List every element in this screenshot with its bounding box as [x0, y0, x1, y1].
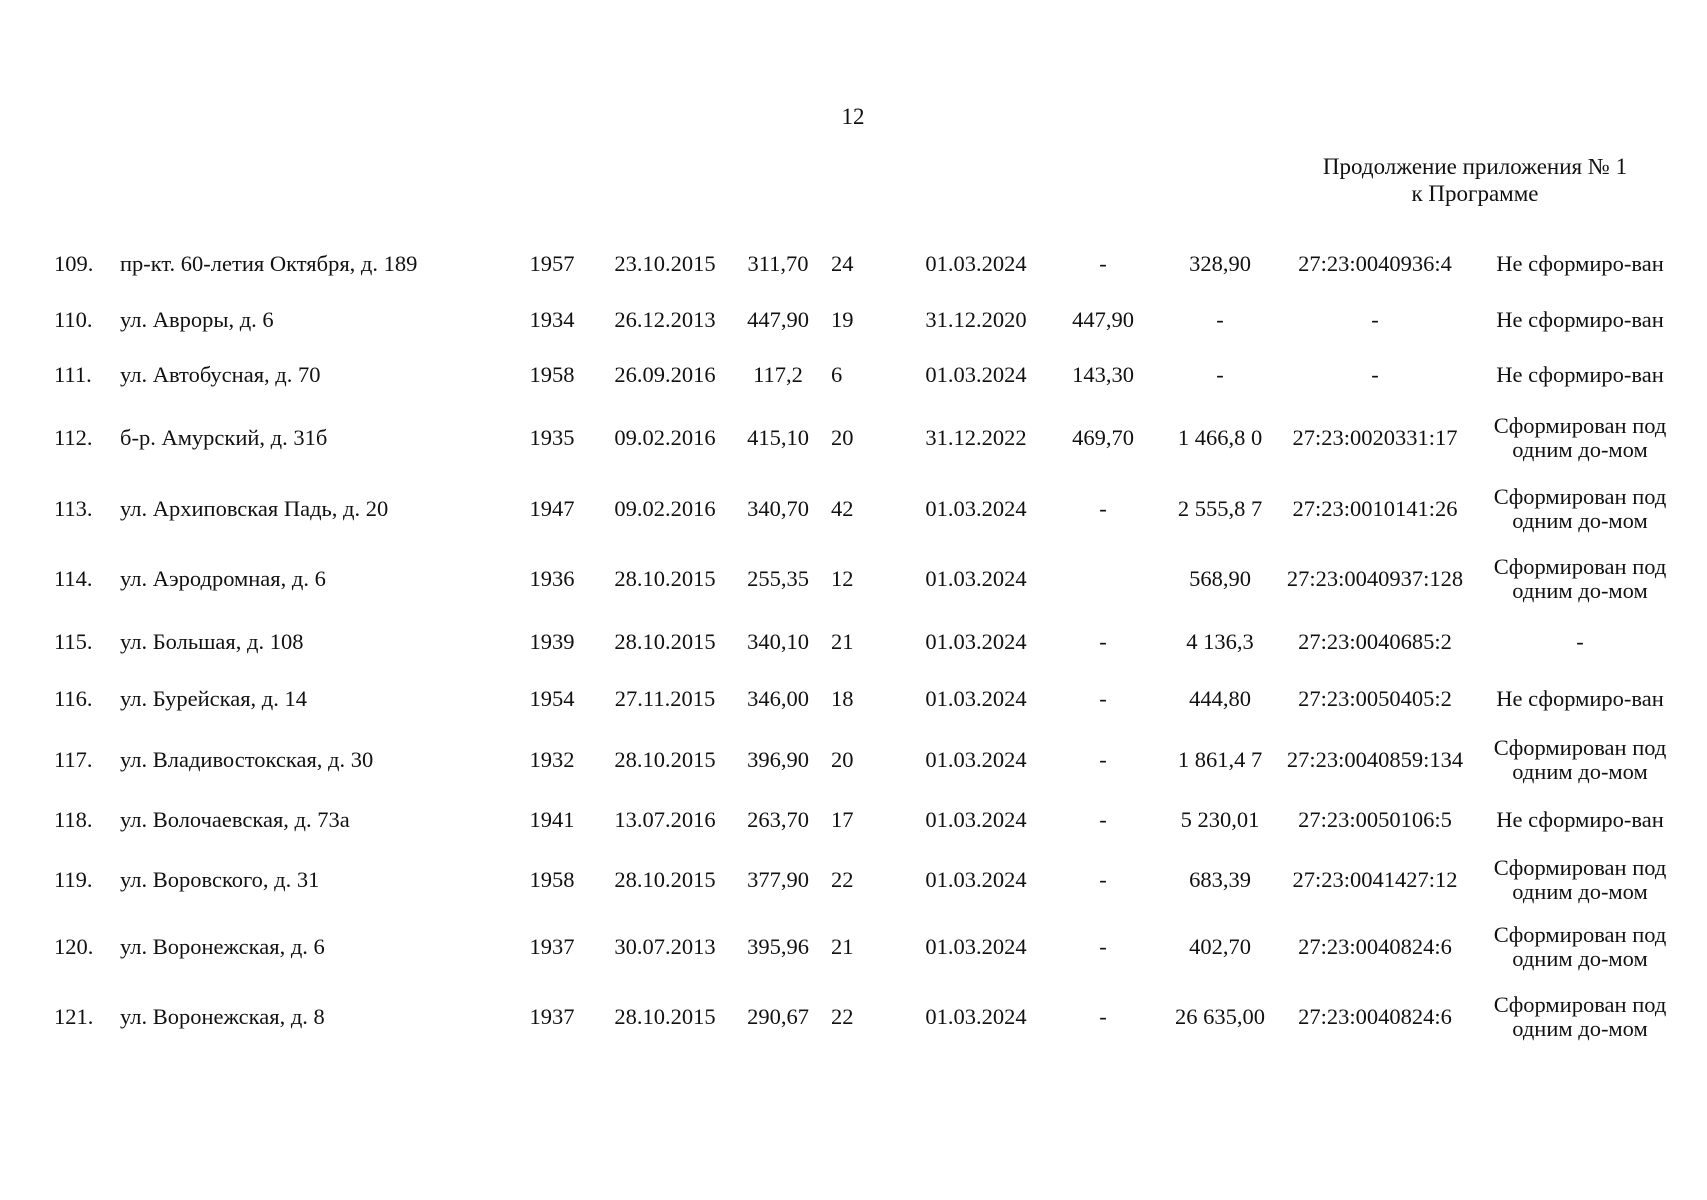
- residents-count: 12: [831, 566, 854, 591]
- resettled-area: -: [1099, 1004, 1107, 1029]
- residents-count: 6: [831, 362, 843, 387]
- living-area: 340,70: [747, 496, 809, 521]
- resettlement-date: 31.12.2020: [925, 307, 1027, 332]
- row-number: 119.: [54, 867, 93, 892]
- date-recognized: 13.07.2016: [614, 807, 716, 832]
- cadastral-number: 27:23:0040859:134: [1286, 747, 1464, 772]
- row-number: 121.: [54, 1004, 94, 1029]
- living-area: 346,00: [747, 686, 809, 711]
- appendix-note: [1275, 153, 1675, 207]
- row-number: 116.: [54, 686, 93, 711]
- year-built: 1934: [529, 307, 575, 332]
- residents-count: 19: [831, 307, 854, 332]
- living-area: 311,70: [747, 251, 809, 276]
- residents-count: 21: [831, 934, 854, 959]
- address: ул. Волочаевская, д. 73а: [120, 807, 350, 832]
- year-built: 1935: [529, 425, 575, 450]
- resettled-area: -: [1099, 686, 1107, 711]
- address: ул. Большая, д. 108: [120, 629, 304, 654]
- table-row: [40, 236, 1680, 292]
- year-built: 1957: [529, 251, 575, 276]
- living-area: 447,90: [747, 307, 809, 332]
- resettled-area: 143,30: [1072, 362, 1134, 387]
- cadastral-number: 27:23:0040685:2: [1298, 629, 1452, 654]
- residents-count: 20: [831, 747, 854, 772]
- year-built: 1958: [529, 867, 575, 892]
- table-row: [40, 848, 1680, 912]
- residents-count: 21: [831, 629, 854, 654]
- address: ул. Бурейская, д. 14: [120, 686, 307, 711]
- resettled-area: -: [1099, 934, 1107, 959]
- resettlement-date: 31.12.2022: [925, 425, 1027, 450]
- resettlement-date: 01.03.2024: [925, 867, 1027, 892]
- row-number: 113.: [54, 496, 93, 521]
- cadastral-number: -: [1371, 307, 1379, 332]
- land-status: Не сформиро-ван: [1496, 307, 1664, 332]
- land-area: 328,90: [1189, 251, 1251, 276]
- resettlement-date: 01.03.2024: [925, 362, 1027, 387]
- table-row: [40, 402, 1680, 474]
- table-row: [40, 912, 1680, 982]
- cadastral-number: 27:23:0040937:128: [1286, 566, 1464, 591]
- address: ул. Воровского, д. 31: [120, 867, 320, 892]
- date-recognized: 09.02.2016: [614, 425, 716, 450]
- address: ул. Аэродромная, д. 6: [120, 566, 326, 591]
- residents-count: 20: [831, 425, 854, 450]
- cadastral-number: 27:23:0040824:6: [1298, 934, 1452, 959]
- residents-count: 18: [831, 686, 854, 711]
- residents-count: 17: [831, 807, 854, 832]
- date-recognized: 27.11.2015: [614, 686, 716, 711]
- land-status: Сформирован под одним до-мом: [1493, 855, 1667, 904]
- cadastral-number: -: [1371, 362, 1379, 387]
- resettled-area: 447,90: [1072, 307, 1134, 332]
- address: б-р. Амурский, д. 31б: [120, 425, 328, 450]
- date-recognized: 23.10.2015: [614, 251, 716, 276]
- land-area: 5 230,01: [1180, 807, 1260, 832]
- land-area: 402,70: [1189, 934, 1251, 959]
- appendix-note-line-2: к Программе: [1411, 181, 1539, 206]
- living-area: 340,10: [747, 629, 809, 654]
- living-area: 396,90: [747, 747, 809, 772]
- year-built: 1936: [529, 566, 575, 591]
- resettled-area: [1055, 544, 1151, 614]
- residents-count: 24: [831, 251, 854, 276]
- living-area: 255,35: [747, 566, 809, 591]
- cadastral-number: 27:23:0050106:5: [1298, 807, 1452, 832]
- resettled-area: -: [1099, 251, 1107, 276]
- year-built: 1947: [529, 496, 575, 521]
- table-row: [40, 474, 1680, 544]
- resettled-area: -: [1099, 629, 1107, 654]
- residents-count: 22: [831, 867, 854, 892]
- land-area: 1 861,4 7: [1177, 747, 1263, 772]
- land-status: Сформирован под одним до-мом: [1493, 735, 1667, 784]
- resettlement-date: 01.03.2024: [925, 686, 1027, 711]
- land-area: 444,80: [1189, 686, 1251, 711]
- year-built: 1937: [529, 1004, 575, 1029]
- year-built: 1941: [529, 807, 575, 832]
- date-recognized: 28.10.2015: [614, 867, 716, 892]
- land-area: 1 466,8 0: [1177, 425, 1263, 450]
- land-status: -: [1576, 629, 1584, 654]
- date-recognized: 28.10.2015: [614, 1004, 716, 1029]
- table-row: [40, 614, 1680, 670]
- land-area: -: [1216, 362, 1224, 387]
- date-recognized: 30.07.2013: [614, 934, 716, 959]
- row-number: 115.: [54, 629, 93, 654]
- address: ул. Автобусная, д. 70: [120, 362, 321, 387]
- date-recognized: 28.10.2015: [614, 747, 716, 772]
- land-status: Не сформиро-ван: [1496, 807, 1664, 832]
- resettled-area: -: [1099, 747, 1107, 772]
- cadastral-number: 27:23:0050405:2: [1298, 686, 1452, 711]
- table-row: [40, 348, 1680, 402]
- living-area: 290,67: [747, 1004, 809, 1029]
- address: ул. Владивостокская, д. 30: [120, 747, 374, 772]
- cadastral-number: 27:23:0010141:26: [1292, 496, 1458, 521]
- land-status: Сформирован под одним до-мом: [1493, 413, 1667, 462]
- table-row: [40, 292, 1680, 348]
- resettlement-date: 01.03.2024: [925, 807, 1027, 832]
- cadastral-number: 27:23:0040936:4: [1298, 251, 1452, 276]
- table-row: [40, 982, 1680, 1052]
- living-area: 263,70: [747, 807, 809, 832]
- date-recognized: 09.02.2016: [614, 496, 716, 521]
- year-built: 1954: [529, 686, 575, 711]
- resettlement-date: 01.03.2024: [925, 496, 1027, 521]
- row-number: 114.: [54, 566, 93, 591]
- row-number: 109.: [54, 251, 94, 276]
- housing-table: [40, 236, 1680, 1052]
- year-built: 1932: [529, 747, 575, 772]
- resettlement-date: 01.03.2024: [925, 934, 1027, 959]
- cadastral-number: 27:23:0020331:17: [1292, 425, 1458, 450]
- resettlement-date: 01.03.2024: [925, 629, 1027, 654]
- living-area: 415,10: [747, 425, 809, 450]
- resettlement-date: 01.03.2024: [925, 1004, 1027, 1029]
- land-area: -: [1216, 307, 1224, 332]
- resettled-area: -: [1099, 867, 1107, 892]
- date-recognized: 28.10.2015: [614, 566, 716, 591]
- residents-count: 22: [831, 1004, 854, 1029]
- table-row: [40, 792, 1680, 848]
- page-number: 12: [841, 104, 865, 129]
- resettlement-date: 01.03.2024: [925, 251, 1027, 276]
- address: ул. Воронежская, д. 6: [120, 934, 325, 959]
- land-status: Сформирован под одним до-мом: [1493, 992, 1667, 1041]
- land-status: Сформирован под одним до-мом: [1493, 554, 1667, 603]
- address: ул. Авроры, д. 6: [120, 307, 274, 332]
- date-recognized: 28.10.2015: [614, 629, 716, 654]
- cadastral-number: 27:23:0041427:12: [1292, 867, 1458, 892]
- land-status: Не сформиро-ван: [1496, 362, 1664, 387]
- resettlement-date: 01.03.2024: [925, 566, 1027, 591]
- year-built: 1939: [529, 629, 575, 654]
- row-number: 110.: [54, 307, 93, 332]
- address: пр-кт. 60-летия Октября, д. 189: [120, 251, 418, 276]
- resettled-area: 469,70: [1072, 425, 1134, 450]
- residents-count: 42: [831, 496, 854, 521]
- resettled-area: -: [1099, 496, 1107, 521]
- land-area: 2 555,8 7: [1177, 496, 1263, 521]
- appendix-note-line-1: Продолжение приложения № 1: [1322, 154, 1628, 179]
- resettlement-date: 01.03.2024: [925, 747, 1027, 772]
- address: ул. Воронежская, д. 8: [120, 1004, 325, 1029]
- date-recognized: 26.09.2016: [614, 362, 716, 387]
- address: ул. Архиповская Падь, д. 20: [120, 496, 389, 521]
- land-status: Не сформиро-ван: [1496, 686, 1664, 711]
- row-number: 111.: [54, 362, 92, 387]
- land-status: Сформирован под одним до-мом: [1493, 484, 1667, 533]
- land-area: 683,39: [1189, 867, 1251, 892]
- year-built: 1958: [529, 362, 575, 387]
- row-number: 120.: [54, 934, 94, 959]
- land-status: Сформирован под одним до-мом: [1493, 922, 1667, 971]
- year-built: 1937: [529, 934, 575, 959]
- row-number: 117.: [54, 747, 93, 772]
- date-recognized: 26.12.2013: [614, 307, 716, 332]
- row-number: 112.: [54, 425, 93, 450]
- land-area: 568,90: [1189, 566, 1251, 591]
- table-row: [40, 728, 1680, 792]
- table-row: [40, 544, 1680, 614]
- land-status: Не сформиро-ван: [1496, 251, 1664, 276]
- row-number: 118.: [54, 807, 93, 832]
- living-area: 395,96: [747, 934, 809, 959]
- land-area: 26 635,00: [1175, 1004, 1265, 1029]
- cadastral-number: 27:23:0040824:6: [1298, 1004, 1452, 1029]
- table-row: [40, 670, 1680, 728]
- living-area: 377,90: [747, 867, 809, 892]
- land-area: 4 136,3: [1186, 629, 1254, 654]
- resettled-area: -: [1099, 807, 1107, 832]
- living-area: 117,2: [753, 362, 803, 387]
